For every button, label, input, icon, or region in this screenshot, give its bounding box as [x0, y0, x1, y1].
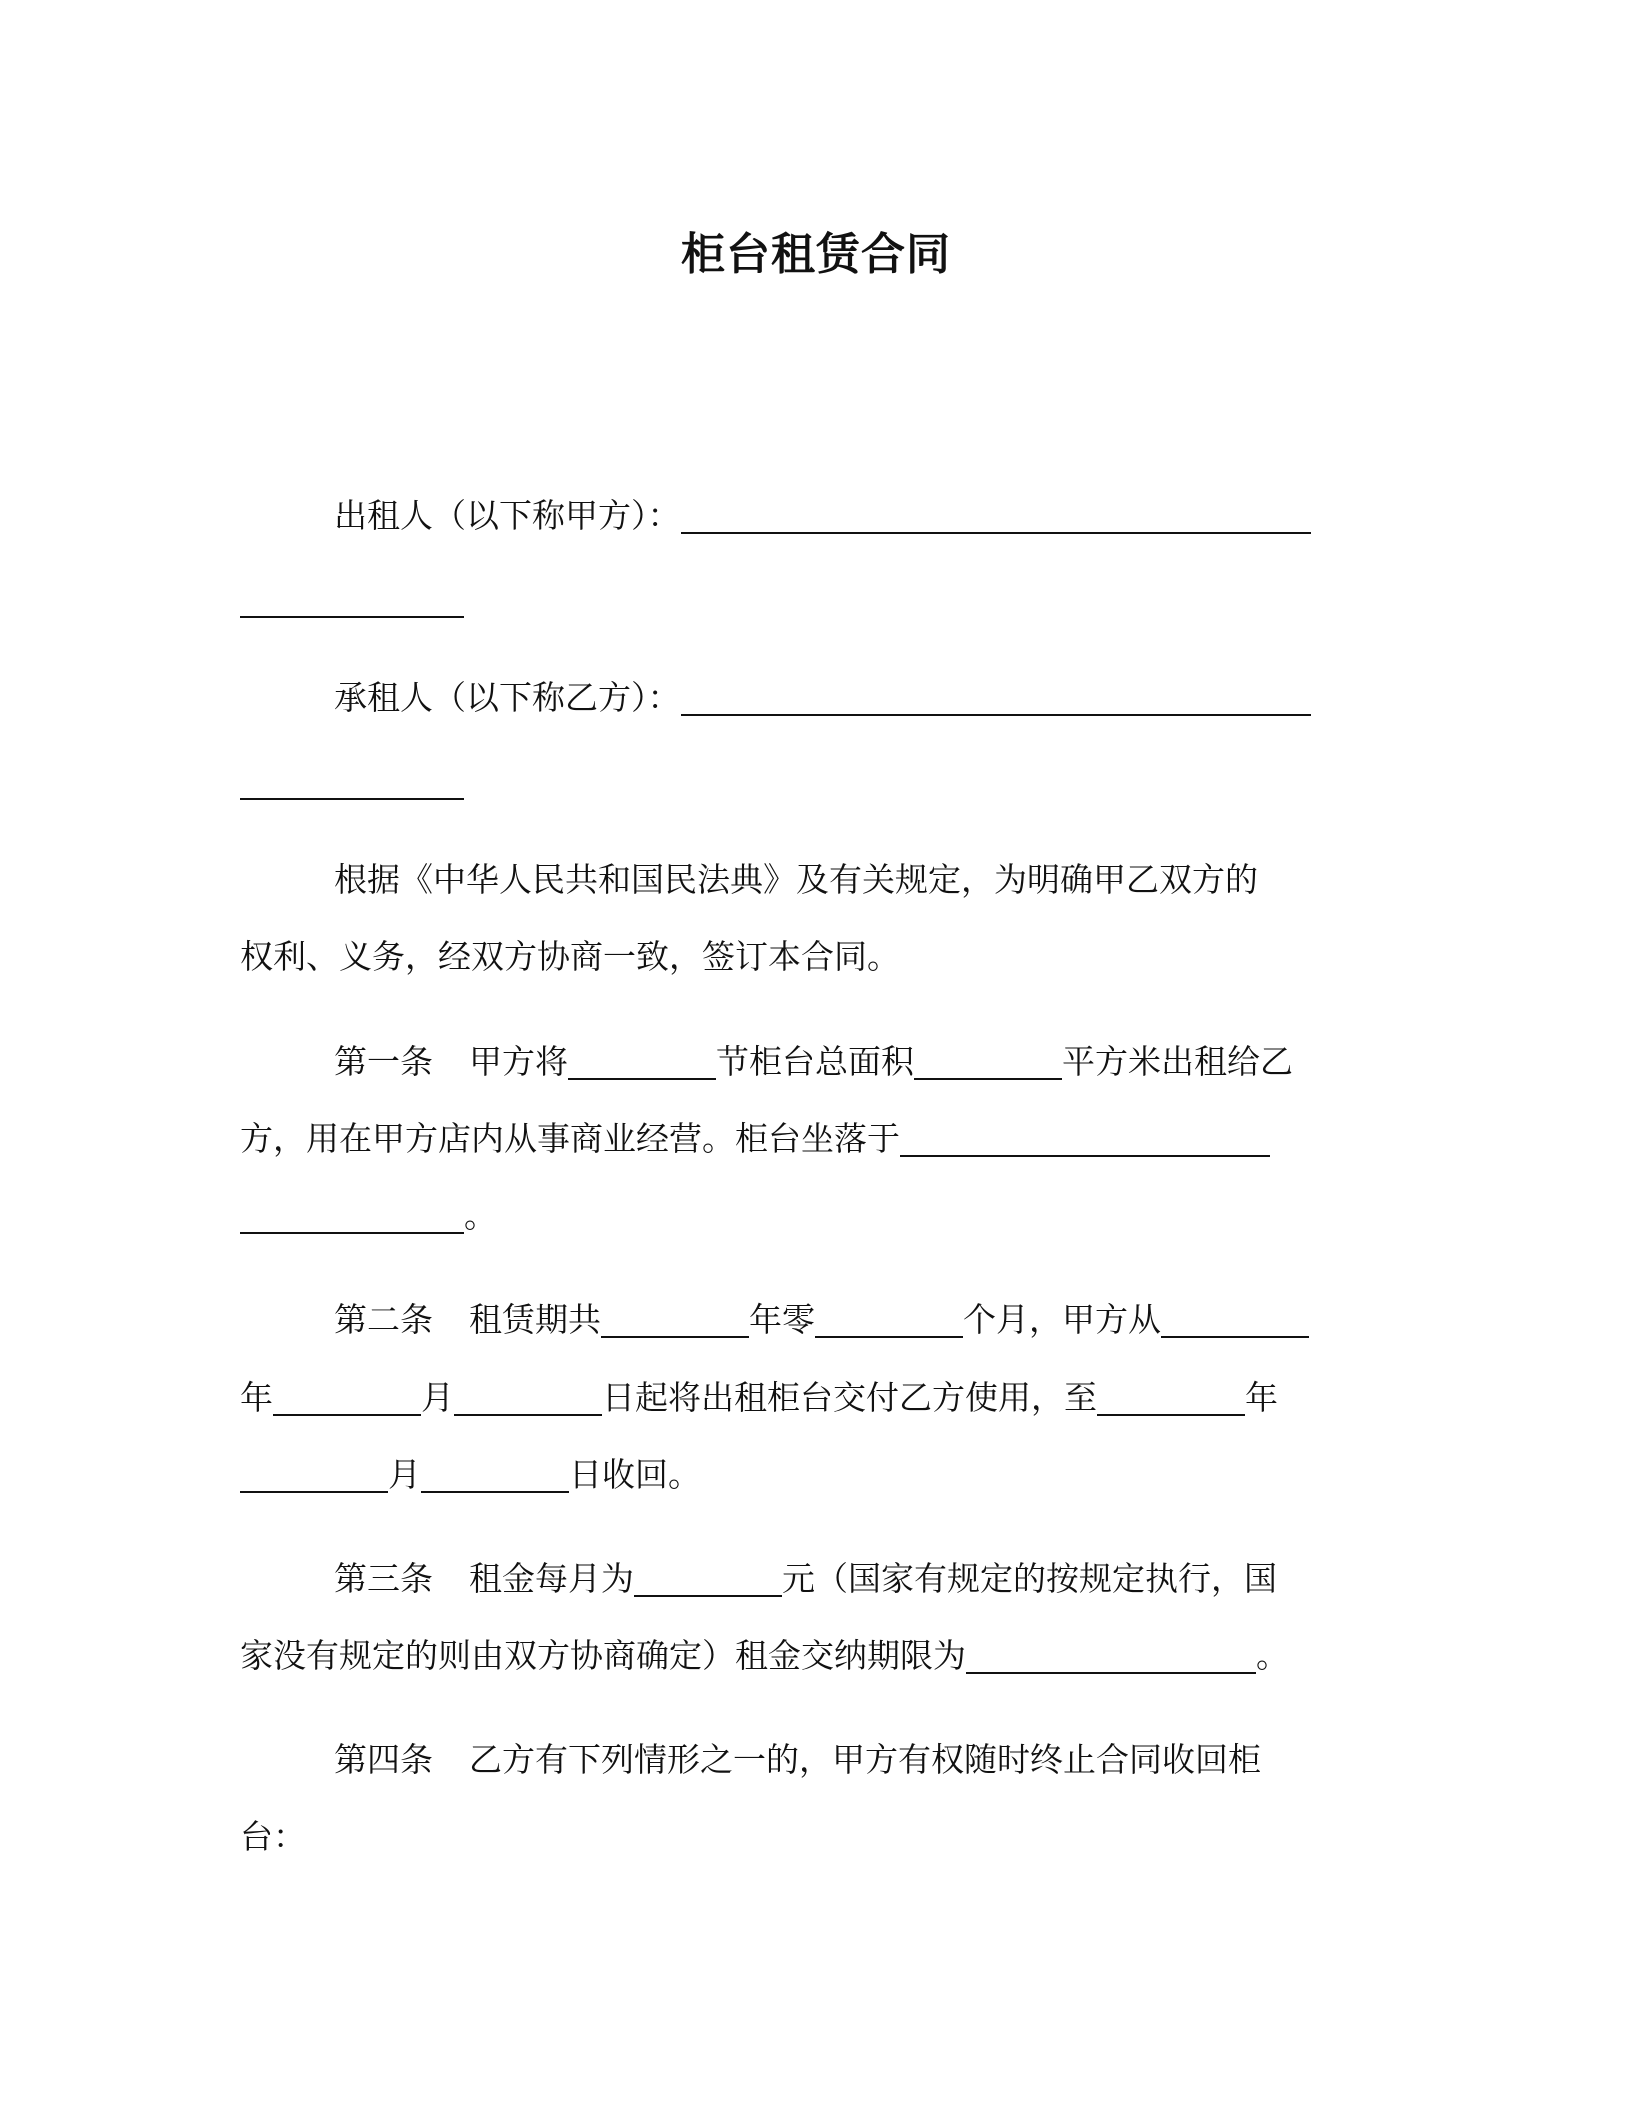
- preamble-line-1: 根据《中华人民共和国民法典》及有关规定，为明确甲乙双方的: [334, 860, 1258, 899]
- end-month-blank: [240, 1455, 388, 1493]
- article-3-text: 。: [1256, 1636, 1289, 1675]
- article-2-line-3: [240, 1453, 1374, 1497]
- article-1-text: 节柜台总面积: [716, 1042, 914, 1081]
- article-2-text: 年: [240, 1378, 273, 1417]
- start-month-blank: [273, 1378, 421, 1416]
- article-2-label: 第二条: [334, 1300, 433, 1339]
- article-1-text: 。: [464, 1196, 497, 1235]
- article-1-label: 第一条: [334, 1042, 433, 1081]
- payment-deadline-blank: [966, 1636, 1256, 1674]
- article-2-text: 日收回。: [569, 1455, 701, 1494]
- article-3-text: 家没有规定的则由双方协商确定）租金交纳期限为: [240, 1636, 966, 1675]
- lessor-blank-continued: [240, 580, 464, 618]
- article-1-line-3: [240, 1194, 1374, 1238]
- article-3-text: 元（国家有规定的按规定执行，国: [782, 1559, 1277, 1598]
- end-year-blank: [1097, 1378, 1245, 1416]
- article-4-text: 乙方有下列情形之一的，甲方有权随时终止合同收回柜: [469, 1740, 1261, 1779]
- article-3-text: 租金每月为: [469, 1559, 634, 1598]
- start-day-blank: [454, 1378, 602, 1416]
- article-1-text: 平方米出租给乙: [1062, 1042, 1293, 1081]
- article-2-text: 年: [1245, 1378, 1278, 1417]
- lessee-line: [334, 676, 1374, 720]
- area-blank: [914, 1042, 1062, 1080]
- lessor-line-continued: [240, 578, 1374, 622]
- article-2-line-1: [334, 1298, 1374, 1342]
- article-1-line-2: [240, 1117, 1374, 1161]
- article-1-line-1: [334, 1040, 1374, 1084]
- article-3-line-1: [334, 1557, 1374, 1601]
- lessor-label: 出租人（以下称甲方）：: [334, 496, 681, 535]
- lessee-line-continued: [240, 760, 1374, 804]
- lessee-blank-continued: [240, 762, 464, 800]
- end-day-blank: [421, 1455, 569, 1493]
- monthly-rent-blank: [634, 1559, 782, 1597]
- article-1-text: 甲方将: [469, 1042, 568, 1081]
- article-2-text: 月: [388, 1455, 421, 1494]
- location-blank-continued: [240, 1196, 464, 1234]
- counter-count-blank: [568, 1042, 716, 1080]
- article-2-text: 年零: [749, 1300, 815, 1339]
- article-2-line-2: [240, 1376, 1374, 1420]
- article-4-label: 第四条: [334, 1740, 433, 1779]
- article-4-line-1: [334, 1738, 1374, 1782]
- term-months-blank: [815, 1300, 963, 1338]
- article-2-text: 个月，甲方从: [963, 1300, 1161, 1339]
- article-4-line-2: 台：: [240, 1817, 306, 1856]
- page-title: 柜台租赁合同: [681, 229, 951, 280]
- article-1-text: 方，用在甲方店内从事商业经营。柜台坐落于: [240, 1119, 900, 1158]
- preamble-line-2: 权利、义务，经双方协商一致，签订本合同。: [240, 937, 900, 976]
- start-year-blank: [1161, 1300, 1309, 1338]
- location-blank: [900, 1119, 1270, 1157]
- article-2-text: 月: [421, 1378, 454, 1417]
- article-3-line-2: [240, 1634, 1374, 1678]
- lessee-blank: [681, 678, 1311, 716]
- article-3-label: 第三条: [334, 1559, 433, 1598]
- lessor-blank: [681, 496, 1311, 534]
- article-2-text: 日起将出租柜台交付乙方使用，至: [602, 1378, 1097, 1417]
- term-years-blank: [601, 1300, 749, 1338]
- article-2-text: 租赁期共: [469, 1300, 601, 1339]
- lessor-line: [334, 494, 1374, 538]
- lessee-label: 承租人（以下称乙方）：: [334, 678, 681, 717]
